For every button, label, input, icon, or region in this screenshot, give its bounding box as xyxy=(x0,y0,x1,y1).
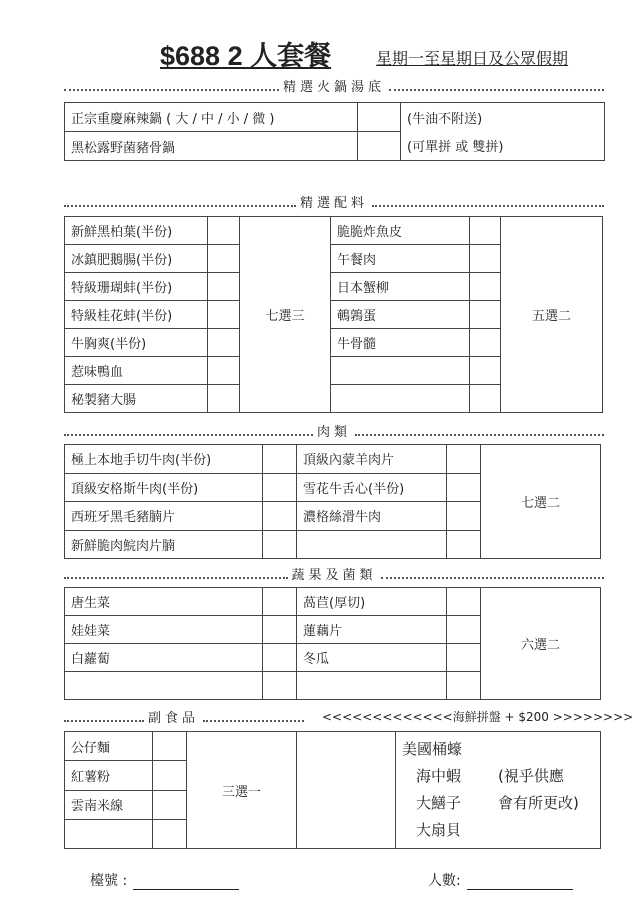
item-checkbox[interactable] xyxy=(470,301,501,329)
soup-table xyxy=(64,102,605,161)
seafood-details xyxy=(396,732,601,849)
item-checkbox[interactable] xyxy=(470,329,501,357)
rule: 五選二 xyxy=(501,217,603,413)
item xyxy=(331,385,470,413)
table-number-line[interactable] xyxy=(133,873,239,890)
side-item: 公仔麵 xyxy=(65,732,153,761)
seafood-header: <<<<<<<<<<<<<海鮮拼盤 + $200 >>>>>>>> xyxy=(322,710,634,724)
item-checkbox[interactable] xyxy=(470,245,501,273)
left-rule: 七選三 xyxy=(240,217,331,413)
item-checkbox[interactable] xyxy=(447,644,481,672)
item: 蓮藕片 xyxy=(297,616,447,644)
item-checkbox[interactable] xyxy=(263,445,297,474)
ingredients-section-header xyxy=(64,192,604,211)
item-checkbox[interactable] xyxy=(208,329,240,357)
item-checkbox[interactable] xyxy=(447,473,481,502)
soup-checkbox[interactable] xyxy=(358,103,401,132)
seafood-item: 大扇貝 xyxy=(416,821,462,839)
item: 唐生菜 xyxy=(65,588,263,616)
item-checkbox[interactable] xyxy=(470,273,501,301)
item: 牛骨髓 xyxy=(331,329,470,357)
sides-rule: 三選一 xyxy=(187,732,297,849)
meat-header: 肉類 xyxy=(317,425,352,440)
soup-note: (可單拼 或 雙拼) xyxy=(401,132,605,161)
soup-item: 正宗重慶麻辣鍋 ( 大 / 中 / 小 / 微 ) xyxy=(65,103,358,132)
item-checkbox[interactable] xyxy=(208,357,240,385)
item: 鵪鶉蛋 xyxy=(331,301,470,329)
item-checkbox[interactable] xyxy=(447,616,481,644)
item-checkbox[interactable] xyxy=(447,588,481,616)
item-checkbox[interactable] xyxy=(208,245,240,273)
item: 極上本地手切牛肉(半份) xyxy=(65,445,263,474)
side-checkbox[interactable] xyxy=(153,790,187,819)
soup-note: (牛油不附送) xyxy=(401,103,605,132)
item: 頂級安格斯牛肉(半份) xyxy=(65,473,263,502)
item-checkbox[interactable] xyxy=(447,530,481,559)
sides-section-header xyxy=(64,707,304,726)
item: 濃格絲滑牛肉 xyxy=(297,502,447,531)
meat-section-header xyxy=(64,421,604,440)
ingredients-header: 精選配料 xyxy=(300,196,369,211)
item-checkbox[interactable] xyxy=(263,672,297,700)
item-checkbox[interactable] xyxy=(263,473,297,502)
seafood-note: 會有所更改) xyxy=(498,794,579,812)
item: 冰鎮肥鵝腸(半份) xyxy=(65,245,208,273)
item xyxy=(297,530,447,559)
page-title: $688 2 人套餐 xyxy=(160,41,332,71)
item: 特級珊瑚蚌(半份) xyxy=(65,273,208,301)
item-checkbox[interactable] xyxy=(263,502,297,531)
side-checkbox[interactable] xyxy=(153,761,187,790)
meat-table xyxy=(64,444,601,559)
item xyxy=(65,672,263,700)
item: 秘製豬大腸 xyxy=(65,385,208,413)
page-subtitle: 星期一至星期日及公眾假期 xyxy=(376,49,569,68)
item-checkbox[interactable] xyxy=(263,588,297,616)
item-checkbox[interactable] xyxy=(470,385,501,413)
vegetables-header: 蔬果及菌類 xyxy=(291,568,377,583)
people-count-field[interactable] xyxy=(428,870,573,890)
people-count-label: 人數: xyxy=(428,873,461,889)
item-checkbox[interactable] xyxy=(263,616,297,644)
soup-header: 精選火鍋湯底 xyxy=(283,80,386,95)
item: 惹味鴨血 xyxy=(65,357,208,385)
item-checkbox[interactable] xyxy=(208,217,240,245)
vegetables-section-header xyxy=(64,564,604,583)
item xyxy=(297,672,447,700)
item: 脆脆炸魚皮 xyxy=(331,217,470,245)
table-number-label: 檯號 : xyxy=(90,873,128,889)
item: 頂級內蒙羊肉片 xyxy=(297,445,447,474)
soup-section-header xyxy=(64,76,604,95)
table-number-field[interactable] xyxy=(90,870,239,890)
item-checkbox[interactable] xyxy=(470,357,501,385)
side-checkbox[interactable] xyxy=(153,819,187,848)
side-item xyxy=(65,819,153,848)
item: 白蘿蔔 xyxy=(65,644,263,672)
soup-checkbox[interactable] xyxy=(358,132,401,161)
vegetables-table xyxy=(64,587,601,700)
side-item: 紅薯粉 xyxy=(65,761,153,790)
item: 牛胸爽(半份) xyxy=(65,329,208,357)
item-checkbox[interactable] xyxy=(263,530,297,559)
seafood-item: 大鱔子 xyxy=(416,794,462,812)
rule: 六選二 xyxy=(481,588,601,700)
item: 雪花牛舌心(半份) xyxy=(297,473,447,502)
sides-table xyxy=(64,731,601,849)
seafood-title: 美國桶蠔 xyxy=(402,740,463,758)
seafood-checkbox[interactable] xyxy=(297,732,396,849)
soup-item: 黑松露野菌豬骨鍋 xyxy=(65,132,358,161)
side-item: 雲南米線 xyxy=(65,790,153,819)
item-checkbox[interactable] xyxy=(208,385,240,413)
item xyxy=(331,357,470,385)
item-checkbox[interactable] xyxy=(470,217,501,245)
item-checkbox[interactable] xyxy=(447,502,481,531)
item: 新鮮脆肉鯇肉片腩 xyxy=(65,530,263,559)
item: 特級桂花蚌(半份) xyxy=(65,301,208,329)
item-checkbox[interactable] xyxy=(447,445,481,474)
item: 冬瓜 xyxy=(297,644,447,672)
item: 西班牙黑毛豬腩片 xyxy=(65,502,263,531)
item: 萵苣(厚切) xyxy=(297,588,447,616)
item-checkbox[interactable] xyxy=(208,301,240,329)
item-checkbox[interactable] xyxy=(263,644,297,672)
item-checkbox[interactable] xyxy=(447,672,481,700)
people-count-line[interactable] xyxy=(467,873,573,890)
seafood-item: 海中蝦 xyxy=(416,767,462,785)
seafood-note: (視乎供應 xyxy=(498,767,564,785)
side-checkbox[interactable] xyxy=(153,732,187,761)
sides-header: 副食品 xyxy=(148,711,200,726)
rule: 七選二 xyxy=(481,445,601,559)
item: 娃娃菜 xyxy=(65,616,263,644)
item: 午餐肉 xyxy=(331,245,470,273)
ingredients-table xyxy=(64,216,603,413)
item: 日本蟹柳 xyxy=(331,273,470,301)
item-checkbox[interactable] xyxy=(208,273,240,301)
item: 新鮮黑柏葉(半份) xyxy=(65,217,208,245)
